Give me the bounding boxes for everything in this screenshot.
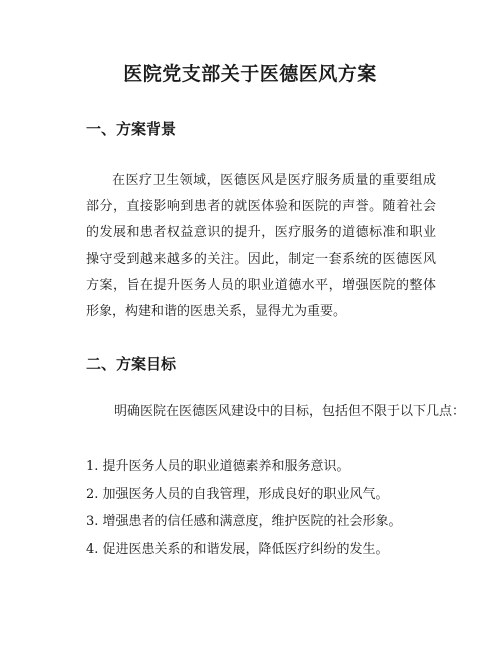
goal-item-4: 4. 促进医患关系的和谐发展，降低医疗纠纷的发生。 bbox=[86, 541, 389, 557]
section-heading-goals: 二、方案目标 bbox=[86, 355, 177, 373]
goal-item-2: 2. 加强医务人员的自我管理，形成良好的职业风气。 bbox=[86, 486, 389, 502]
goal-item-3: 3. 增强患者的信任感和满意度，维护医院的社会形象。 bbox=[86, 514, 402, 530]
document-title: 医院党支部关于医德医风方案 bbox=[123, 63, 377, 85]
goals-list bbox=[86, 457, 402, 567]
goals-intro: 明确医院在医德医风建设中的目标，包括但不限于以下几点： bbox=[114, 404, 466, 419]
section-heading-background: 一、方案背景 bbox=[86, 120, 177, 138]
background-paragraph: 在医疗卫生领域，医德医风是医疗服务质量的重要组成部分，直接影响到患者的就医体验和医院的声誉。随着社会的发展和患者权益意识的提升，医疗服务的道德标准和职业操守受到越来越多的关注。因此，制定一套系统的医德医风方案，旨在提升医务人员的职业道德水平，增强医院的整体形象，构建和谐的医患关系，显得尤为重要。 bbox=[86, 173, 436, 320]
goal-item-1: 1. 提升医务人员的职业道德素养和服务意识。 bbox=[86, 459, 350, 474]
